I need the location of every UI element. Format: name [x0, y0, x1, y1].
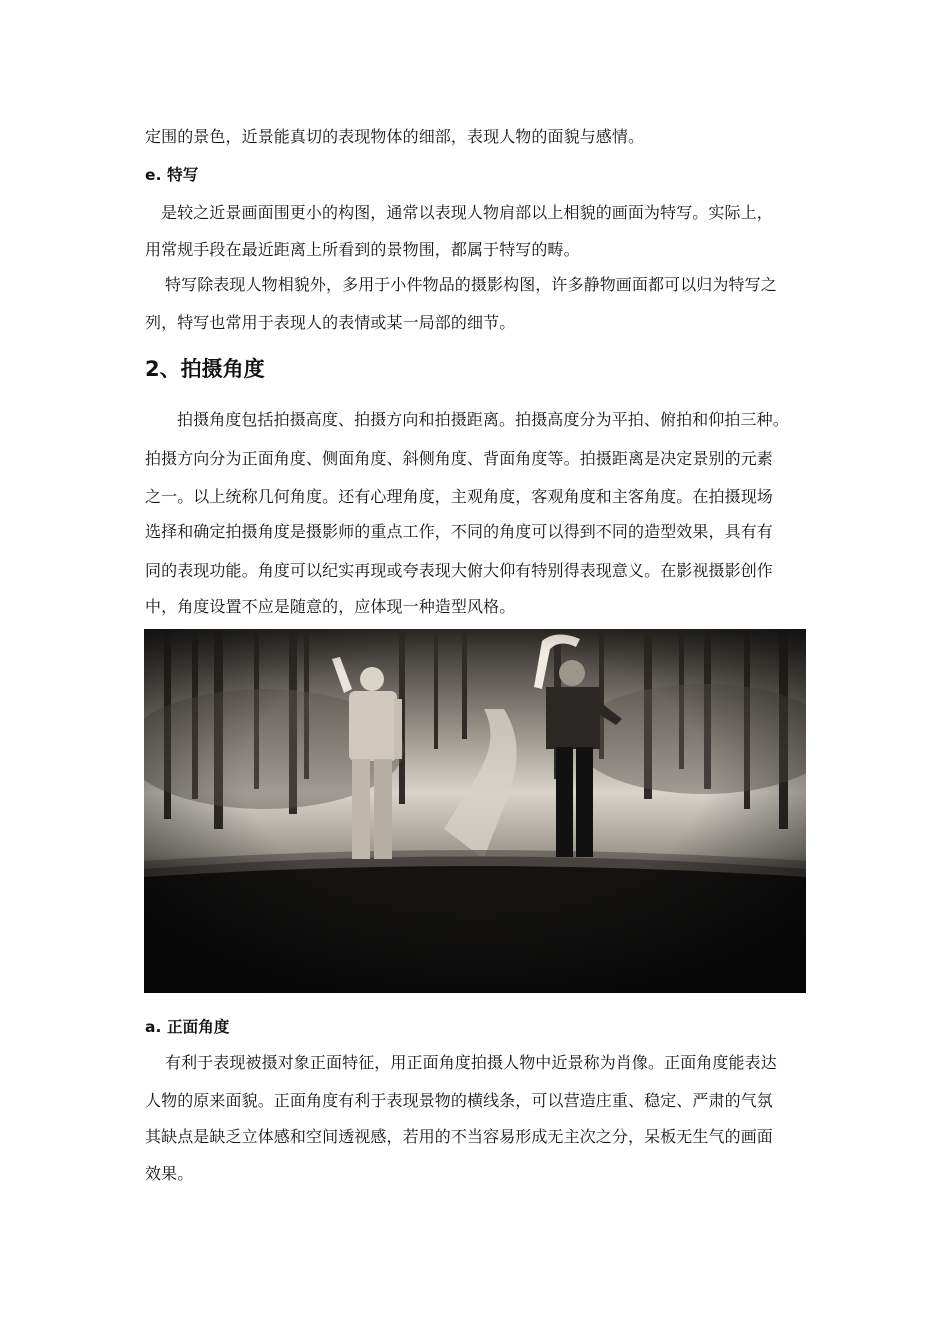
paragraph-line: 同的表现功能。角度可以纪实再现或夸表现大俯大仰有特别得表现意义。在影视摄影创作 [145, 561, 773, 580]
paragraph-line: 特写除表现人物相貌外，多用于小件物品的摄影构图，许多静物画面都可以归为特写之 [165, 275, 777, 294]
paragraph-line: 选择和确定拍摄角度是摄影师的重点工作，不同的角度可以得到不同的造型效果，具有有 [145, 522, 773, 541]
subheading-closeup: e. 特写 [145, 166, 199, 184]
paragraph-line: 有利于表现被摄对象正面特征，用正面角度拍摄人物中近景称为肖像。正面角度能表达 [165, 1053, 777, 1072]
paragraph-line: 是较之近景画面围更小的构图，通常以表现人物肩部以上相貌的画面为特写。实际上， [161, 203, 773, 222]
paragraph-line: 人物的原来面貌。正面角度有利于表现景物的横线条，可以营造庄重、稳定、严肃的气氛 [145, 1091, 773, 1110]
paragraph-line: 之一。以上统称几何角度。还有心理角度，主观角度，客观角度和主客角度。在拍摄现场 [145, 487, 773, 506]
paragraph-line: 其缺点是缺乏立体感和空间透视感，若用的不当容易形成无主次之分，呆板无生气的画面 [145, 1127, 773, 1146]
paragraph-line: 定围的景色，近景能真切的表现物体的细部，表现人物的面貌与感情。 [145, 127, 645, 146]
paragraph-line: 效果。 [145, 1164, 194, 1183]
forest-photo [144, 629, 806, 993]
paragraph-line: 拍摄角度包括拍摄高度、拍摄方向和拍摄距离。拍摄高度分为平拍、俯拍和仰拍三种。 [177, 410, 789, 429]
subheading-front-angle: a. 正面角度 [145, 1018, 230, 1036]
paragraph-line: 用常规手段在最近距离上所看到的景物围，都属于特写的畴。 [145, 240, 580, 259]
paragraph-line: 中，角度设置不应是随意的，应体现一种造型风格。 [145, 597, 516, 616]
section-heading: 2、拍摄角度 [145, 357, 265, 381]
paragraph-line: 拍摄方向分为正面角度、侧面角度、斜侧角度、背面角度等。拍摄距离是决定景别的元素 [145, 449, 773, 468]
paragraph-line: 列，特写也常用于表现人的表情或某一局部的细节。 [145, 313, 516, 332]
